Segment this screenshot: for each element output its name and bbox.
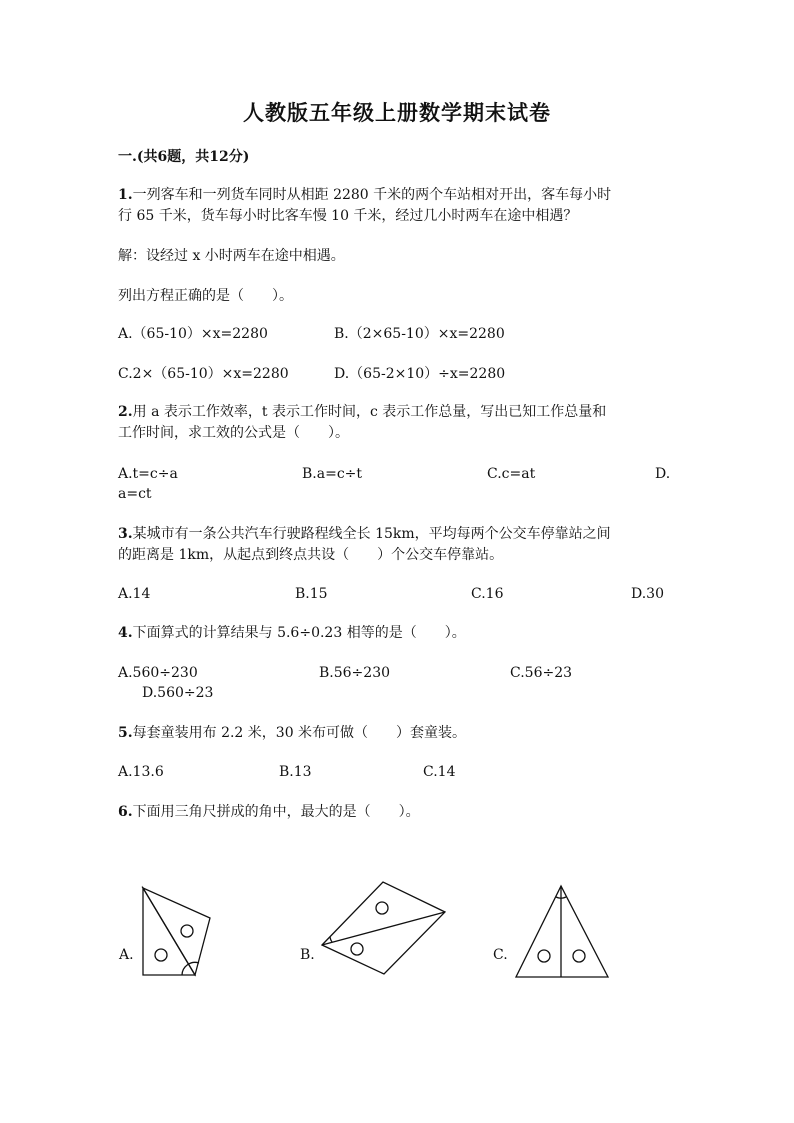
question-5-number: 5.: [118, 725, 133, 741]
question-1-option-a: A.（65-10）×x=2280: [118, 326, 268, 342]
figure-b-circle-2: [351, 943, 363, 955]
figure-a-triangle-2: [143, 888, 210, 975]
question-1-line-1: [118, 185, 611, 205]
figure-b-diagonal: [322, 912, 445, 945]
question-3-option-d: D.30: [631, 586, 664, 602]
question-3-text-1: 某城市有一条公共汽车行驶路程线全长 15km，平均每两个公交车停靠站之间: [132, 526, 611, 542]
question-3-option-a: A.14: [118, 586, 151, 602]
question-4-number: 4.: [118, 625, 133, 641]
question-1-number: 1.: [118, 187, 133, 203]
question-4-option-c: C.56÷23: [510, 665, 573, 681]
triangle-ruler-figures: [0, 870, 794, 990]
figure-a-circle-1: [155, 949, 167, 961]
figure-c-label: C.: [493, 947, 508, 963]
question-1-option-b: B.（2×65-10）×x=2280: [334, 326, 505, 342]
question-2-text-1: 用 a 表示工作效率，t 表示工作时间，c 表示工作总量，写出已知工作总量和: [132, 404, 607, 420]
figure-c-circle-1: [538, 950, 550, 962]
question-2-option-d-label: D.: [655, 466, 671, 482]
page-title: 人教版五年级上册数学期末试卷: [243, 100, 551, 125]
question-1-option-c: C.2×（65-10）×x=2280: [118, 366, 289, 382]
figure-b-label: B.: [300, 947, 315, 963]
question-3-option-c: C.16: [471, 586, 504, 602]
question-6-line-1: [118, 802, 420, 822]
question-2-option-d-text: a=ct: [118, 486, 152, 502]
question-5-line-1: [118, 723, 466, 743]
question-1-text-1: 一列客车和一列货车同时从相距 2280 千米的两个车站相对开出，客车每小时: [132, 187, 612, 203]
figure-c-circle-2: [573, 950, 585, 962]
question-1-option-d: D.（65-2×10）÷x=2280: [334, 366, 506, 382]
question-1-line-2: 行 65 千米，货车每小时比客车慢 10 千米，经过几小时两车在途中相遇？: [118, 208, 578, 224]
question-2-number: 2.: [118, 404, 133, 420]
question-4-option-a: A.560÷230: [118, 665, 198, 681]
figure-b-angle-arc: [330, 937, 332, 942]
question-1-solution: 解：设经过 x 小时两车在途中相遇。: [118, 248, 345, 264]
question-6-number: 6.: [118, 804, 133, 820]
question-3-option-b: B.15: [295, 586, 328, 602]
figure-a-circle-2: [181, 925, 193, 937]
question-3-number: 3.: [118, 526, 133, 542]
question-2-option-b: B.a=c÷t: [302, 466, 363, 482]
question-4-option-d: D.560÷23: [142, 685, 214, 701]
question-2-line-1: [118, 402, 606, 422]
question-2-option-a: A.t=c÷a: [118, 466, 178, 482]
question-5-option-c: C.14: [423, 764, 456, 780]
question-5-text-1: 每套童装用布 2.2 米，30 米布可做（ ）套童装。: [132, 725, 467, 741]
figure-c: [516, 886, 608, 977]
question-4-line-1: [118, 623, 466, 643]
question-6-text-1: 下面用三角尺拼成的角中，最大的是（ ）。: [132, 804, 420, 820]
figure-b: [322, 882, 445, 974]
figure-a-label: A.: [119, 947, 134, 963]
figure-b-circle-1: [376, 902, 388, 914]
figure-a: [143, 888, 210, 975]
question-1-prompt: 列出方程正确的是（ ）。: [118, 288, 293, 304]
question-3-line-1: [118, 524, 611, 544]
question-5-option-a: A.13.6: [118, 764, 164, 780]
question-4-option-b: B.56÷230: [319, 665, 391, 681]
question-4-text-1: 下面算式的计算结果与 5.6÷0.23 相等的是（ ）。: [132, 625, 466, 641]
question-5-option-b: B.13: [279, 764, 312, 780]
question-2-line-2: 工作时间，求工效的公式是（ ）。: [118, 425, 349, 441]
section-heading: 一.(共6题，共12分): [118, 149, 250, 165]
figure-c-triangle: [516, 886, 608, 977]
question-2-option-c: C.c=at: [487, 466, 536, 482]
question-3-line-2: 的距离是 1km，从起点到终点共设（ ）个公交车停靠站。: [118, 547, 504, 563]
